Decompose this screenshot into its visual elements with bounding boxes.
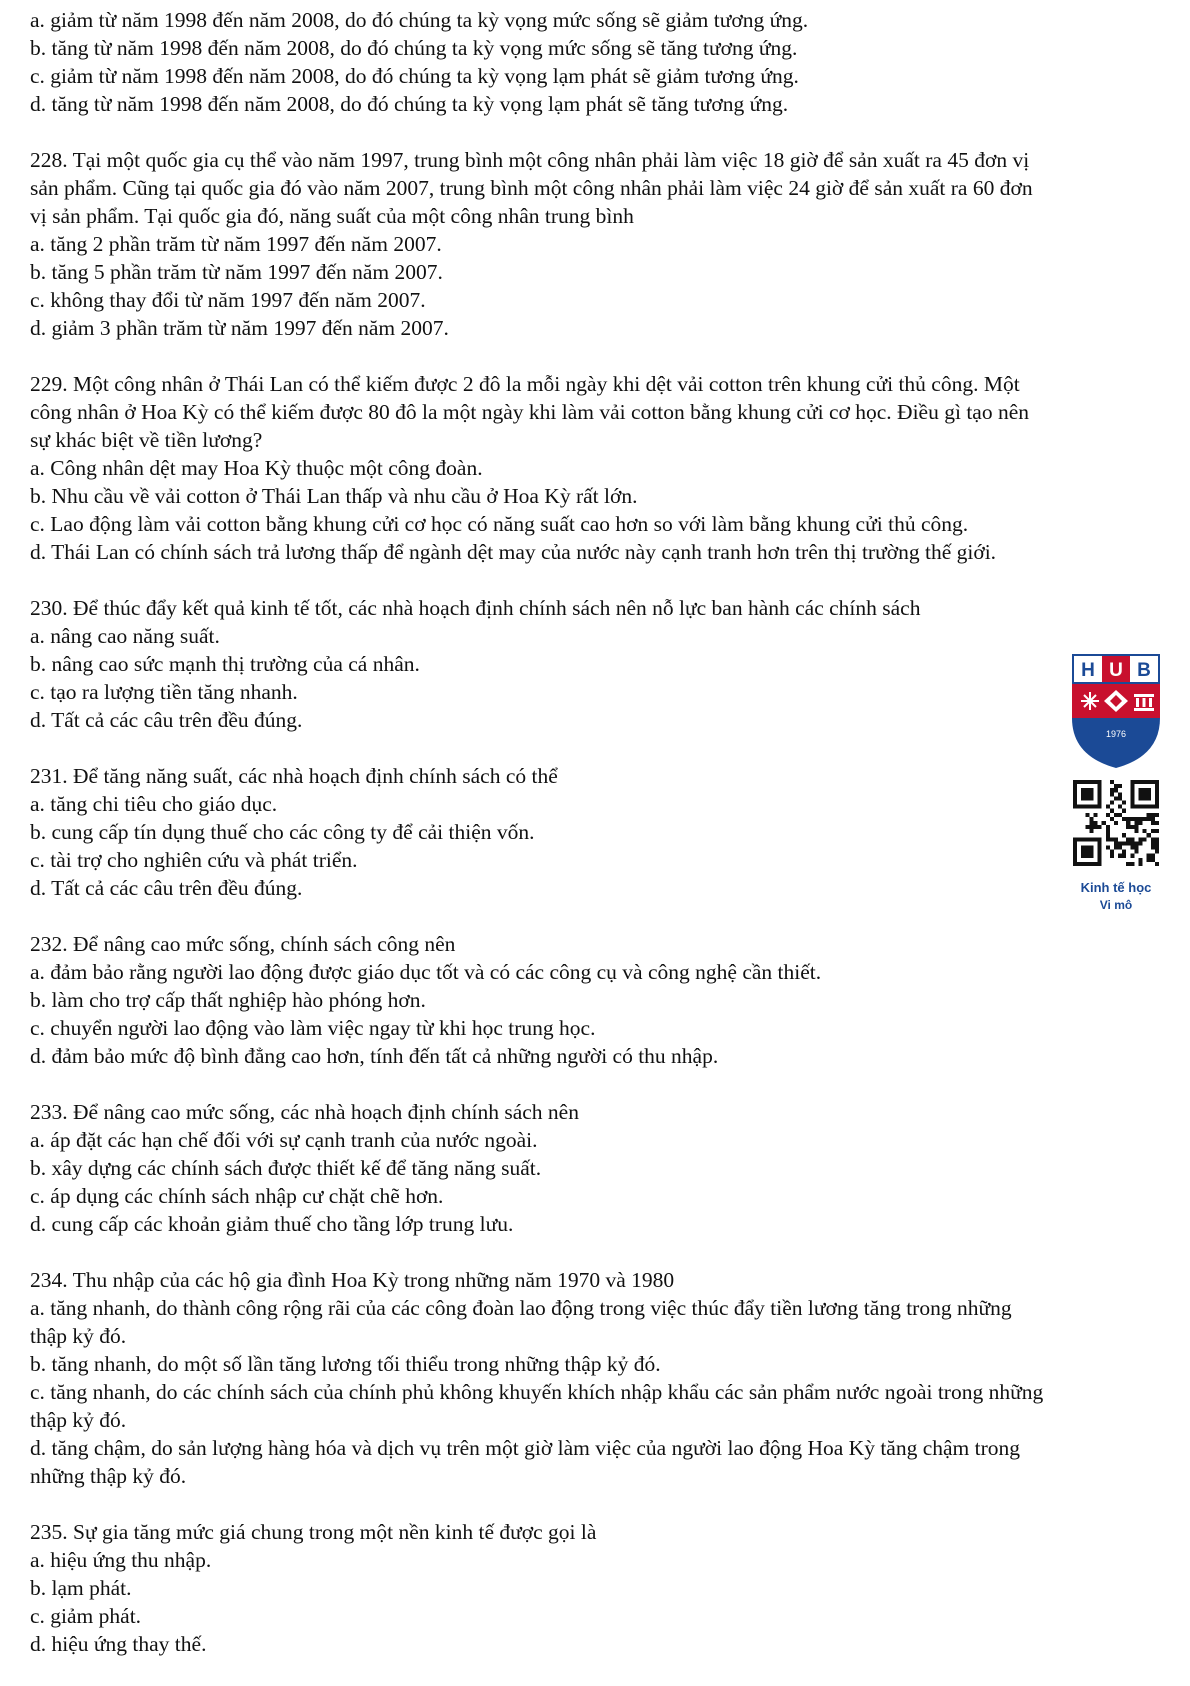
- option-line: c. tạo ra lượng tiền tăng nhanh.: [30, 680, 298, 704]
- logo-letter-h: H: [1081, 660, 1095, 681]
- question-stem: 228. Tại một quốc gia cụ thể vào năm 1997, trung bình một công nhân phải làm việc 18 giờ để sản xuất ra 45 đơn vị: [30, 148, 1030, 172]
- option-line: a. nâng cao năng suất.: [30, 624, 220, 648]
- question-stem: 233. Để nâng cao mức sống, các nhà hoạch định chính sách nên: [30, 1100, 579, 1124]
- option-line: d. Tất cả các câu trên đều đúng.: [30, 876, 303, 900]
- option-line: d. cung cấp các khoản giảm thuế cho tầng lớp trung lưu.: [30, 1212, 514, 1236]
- option-line: b. nâng cao sức mạnh thị trường của cá nhân.: [30, 652, 420, 676]
- option-line: a. Công nhân dệt may Hoa Kỳ thuộc một công đoàn.: [30, 456, 483, 480]
- question-231: [30, 762, 1170, 902]
- question-234: [30, 1266, 1170, 1490]
- option-line: c. không thay đổi từ năm 1997 đến năm 2007.: [30, 288, 426, 312]
- course-badge: [1062, 652, 1170, 922]
- option-line: b. lạm phát.: [30, 1576, 132, 1600]
- question-stem: 229. Một công nhân ở Thái Lan có thể kiếm được 2 đô la mỗi ngày khi dệt vải cotton trên khung cửi thủ công. Một: [30, 372, 1020, 396]
- question-229: [30, 370, 1170, 566]
- option-line: b. tăng nhanh, do một số lần tăng lương tối thiểu trong những thập kỷ đó.: [30, 1352, 661, 1376]
- option-line: a. tăng chi tiêu cho giáo dục.: [30, 792, 278, 816]
- option-line: a. hiệu ứng thu nhập.: [30, 1548, 212, 1572]
- question-233: [30, 1098, 1170, 1238]
- option-line: c. tăng nhanh, do các chính sách của chính phủ không khuyến khích nhập khẩu các sản phẩm nước ngoài trong những thập kỷ đó.: [30, 1380, 1044, 1432]
- bank-emblem-icon: [1134, 694, 1154, 711]
- option-line: d. Thái Lan có chính sách trả lương thấp để ngành dệt may của nước này cạnh tranh hơn trên thị trường thế giới.: [30, 540, 997, 564]
- question-stem: công nhân ở Hoa Kỳ có thể kiếm được 80 đô la một ngày khi làm vải cotton bằng khung cửi cơ học. Điều gì tạo nên: [30, 400, 1030, 424]
- option-line: c. giảm từ năm 1998 đến năm 2008, do đó chúng ta kỳ vọng lạm phát sẽ giảm tương ứng.: [30, 64, 799, 88]
- question-stem: 232. Để nâng cao mức sống, chính sách công nên: [30, 932, 456, 956]
- question-stem: vị sản phẩm. Tại quốc gia đó, năng suất của một công nhân trung bình: [30, 204, 634, 228]
- option-line: b. tăng 5 phần trăm từ năm 1997 đến năm 2007.: [30, 260, 443, 284]
- option-line: c. tài trợ cho nghiên cứu và phát triển.: [30, 848, 358, 872]
- option-line: a. tăng nhanh, do thành công rộng rãi của các công đoàn lao động trong việc thúc đẩy tiền lương tăng trong những thập kỷ đó.: [30, 1296, 1012, 1348]
- option-line: d. đảm bảo mức độ bình đẳng cao hơn, tính đến tất cả những người có thu nhập.: [30, 1044, 719, 1068]
- question-228: [30, 146, 1170, 342]
- option-line: d. tăng từ năm 1998 đến năm 2008, do đó chúng ta kỳ vọng lạm phát sẽ tăng tương ứng.: [30, 92, 789, 116]
- badge-caption-subtitle: Vi mô: [1099, 898, 1133, 912]
- option-line: c. giảm phát.: [30, 1604, 142, 1628]
- option-line: d. tăng chậm, do sản lượng hàng hóa và dịch vụ trên một giờ làm việc của người lao động Hoa Kỳ tăng chậm trong những thập kỷ đó.: [30, 1436, 1021, 1488]
- logo-letter-u: U: [1109, 660, 1123, 681]
- question-stem: 230. Để thúc đẩy kết quả kinh tế tốt, các nhà hoạch định chính sách nên nỗ lực ban hành các chính sách: [30, 596, 921, 620]
- option-line: a. đảm bảo rằng người lao động được giáo dục tốt và có các công cụ và công nghệ cần thiết.: [30, 960, 822, 984]
- option-line: a. giảm từ năm 1998 đến năm 2008, do đó chúng ta kỳ vọng mức sống sẽ giảm tương ứng.: [30, 8, 809, 32]
- logo-year: 1976: [1105, 729, 1127, 739]
- option-line: c. áp dụng các chính sách nhập cư chặt chẽ hơn.: [30, 1184, 444, 1208]
- option-line: b. xây dựng các chính sách được thiết kế để tăng năng suất.: [30, 1156, 542, 1180]
- option-line: b. làm cho trợ cấp thất nghiệp hào phóng hơn.: [30, 988, 426, 1012]
- hub-shield-logo: [1068, 652, 1164, 770]
- option-line: d. hiệu ứng thay thế.: [30, 1632, 207, 1656]
- option-line: b. cung cấp tín dụng thuế cho các công ty để cải thiện vốn.: [30, 820, 535, 844]
- question-235: [30, 1518, 1170, 1658]
- question-230: [30, 594, 1170, 734]
- qr-code: [1073, 780, 1159, 866]
- question-stem: 231. Để tăng năng suất, các nhà hoạch định chính sách có thể: [30, 764, 558, 788]
- option-line: a. áp đặt các hạn chế đối với sự cạnh tranh của nước ngoài.: [30, 1128, 538, 1152]
- badge-caption-title: Kinh tế học: [1080, 880, 1152, 895]
- option-line: c. Lao động làm vải cotton bằng khung cửi cơ học có năng suất cao hơn so với làm bằng khung cửi thủ công.: [30, 512, 969, 536]
- logo-letter-b: B: [1137, 660, 1151, 681]
- question-list: [30, 6, 1170, 1686]
- option-line: a. tăng 2 phần trăm từ năm 1997 đến năm 2007.: [30, 232, 442, 256]
- question-stem: sự khác biệt về tiền lương?: [30, 428, 263, 452]
- question-stem: 234. Thu nhập của các hộ gia đình Hoa Kỳ trong những năm 1970 và 1980: [30, 1268, 675, 1292]
- option-line: d. Tất cả các câu trên đều đúng.: [30, 708, 303, 732]
- question-227-options: [30, 6, 1170, 118]
- option-line: d. giảm 3 phần trăm từ năm 1997 đến năm 2007.: [30, 316, 449, 340]
- option-line: b. Nhu cầu về vải cotton ở Thái Lan thấp và nhu cầu ở Hoa Kỳ rất lớn.: [30, 484, 638, 508]
- question-232: [30, 930, 1170, 1070]
- question-stem: sản phẩm. Cũng tại quốc gia đó vào năm 2007, trung bình một công nhân phải làm việc 24 giờ để sản xuất ra 60 đơn: [30, 176, 1033, 200]
- option-line: c. chuyển người lao động vào làm việc ngay từ khi học trung học.: [30, 1016, 596, 1040]
- question-stem: 235. Sự gia tăng mức giá chung trong một nền kinh tế được gọi là: [30, 1520, 597, 1544]
- option-line: b. tăng từ năm 1998 đến năm 2008, do đó chúng ta kỳ vọng mức sống sẽ tăng tương ứng.: [30, 36, 798, 60]
